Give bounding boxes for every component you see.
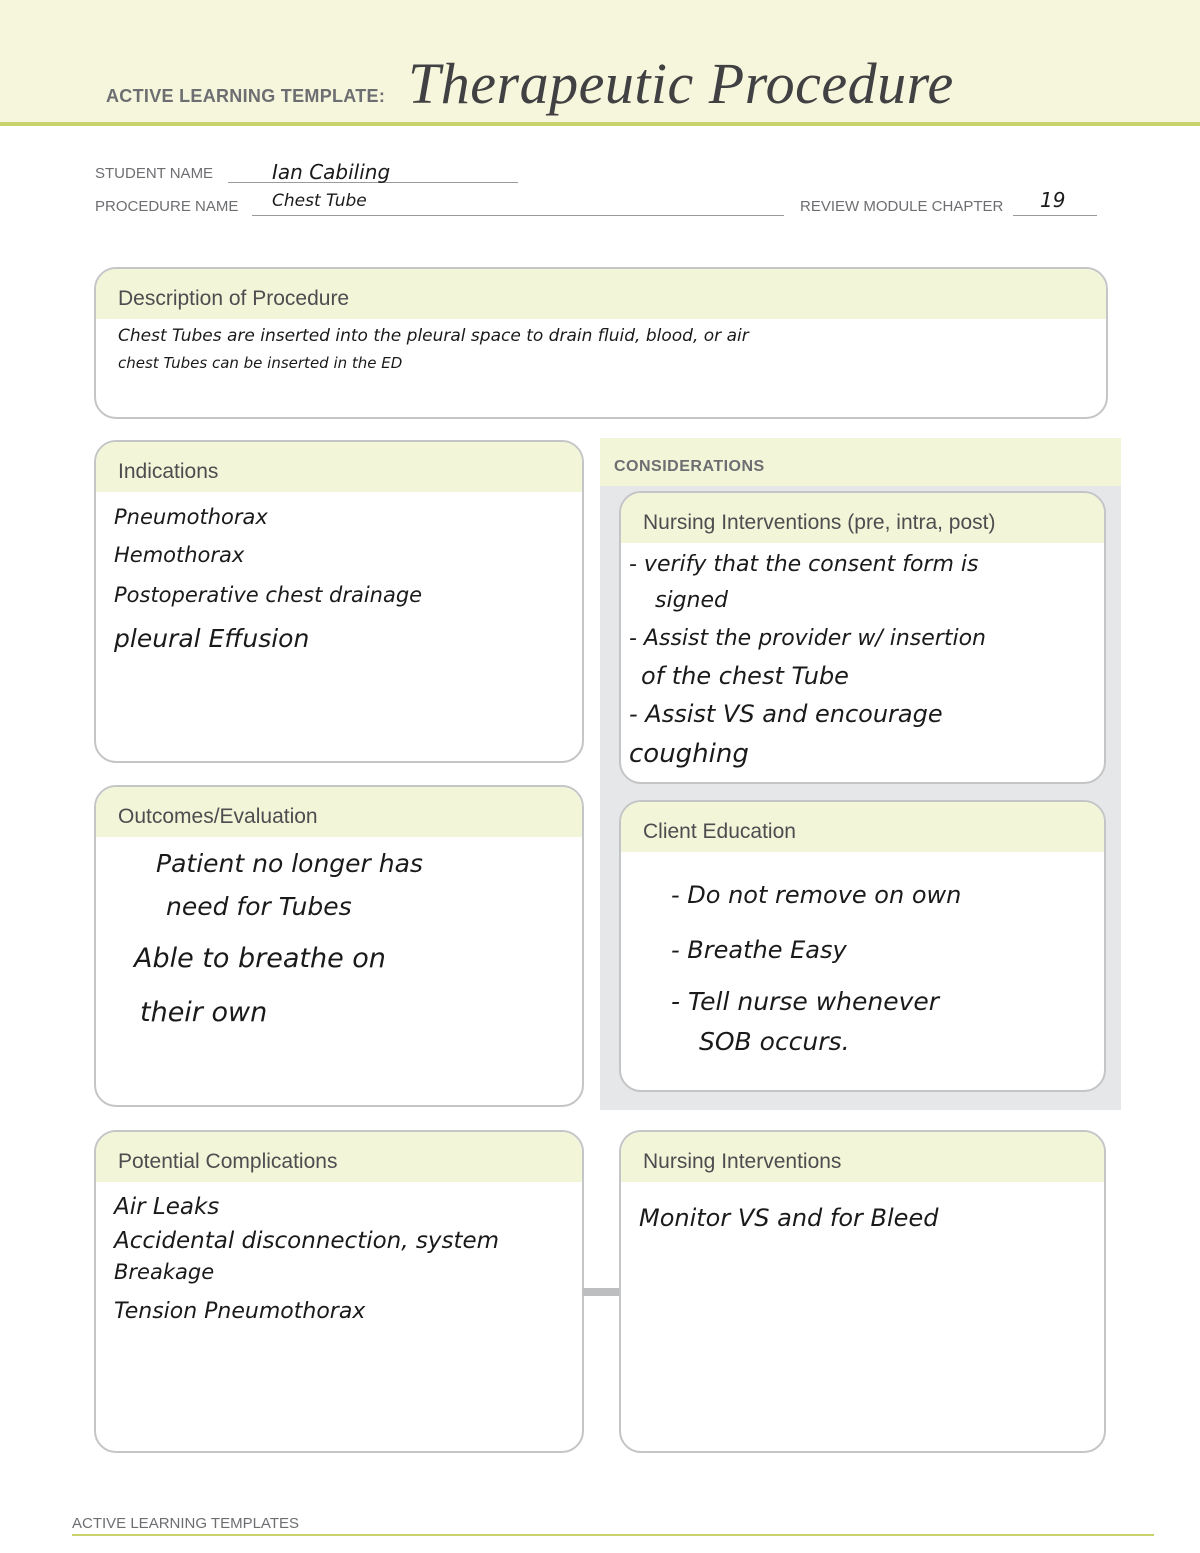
nursing-interventions-pip-heading: Nursing Interventions (pre, intra, post) <box>621 493 1104 543</box>
outcome-item[interactable]: Able to breathe on <box>134 943 386 974</box>
outcomes-heading: Outcomes/Evaluation <box>96 787 582 837</box>
indications-heading: Indications <box>96 442 582 492</box>
complications-box <box>94 1130 584 1453</box>
nursing-intervention-item[interactable]: signed <box>655 588 728 613</box>
review-module-line <box>1013 215 1097 216</box>
complication-item[interactable]: Tension Pneumothorax <box>114 1299 366 1324</box>
client-education-item[interactable]: SOB occurs. <box>699 1027 850 1056</box>
client-education-heading: Client Education <box>621 802 1104 852</box>
outcomes-box <box>94 785 584 1107</box>
outcome-item[interactable]: Patient no longer has <box>156 849 423 878</box>
indications-item[interactable]: Pneumothorax <box>114 505 268 529</box>
client-education-item[interactable]: - Breathe Easy <box>671 936 847 964</box>
complication-item[interactable]: Breakage <box>114 1260 215 1284</box>
nursing-intervention-item[interactable]: of the chest Tube <box>641 662 849 690</box>
outcome-item[interactable]: their own <box>140 997 268 1028</box>
client-education-box <box>619 800 1106 1092</box>
student-name-label: STUDENT NAME <box>95 165 214 182</box>
procedure-name-line <box>252 215 784 216</box>
description-line[interactable]: chest Tubes can be inserted in the ED <box>118 354 403 372</box>
indications-item[interactable]: Postoperative chest drainage <box>114 583 423 607</box>
indications-item[interactable]: Hemothorax <box>114 543 245 567</box>
procedure-name-label: PROCEDURE NAME <box>95 198 239 215</box>
complication-item[interactable]: Accidental disconnection, system <box>114 1228 500 1254</box>
page-title: Therapeutic Procedure <box>408 51 954 116</box>
nursing-intervention-item[interactable]: Monitor VS and for Bleed <box>639 1204 939 1232</box>
outcome-item[interactable]: need for Tubes <box>166 892 352 921</box>
client-education-item[interactable]: - Do not remove on own <box>671 881 962 909</box>
complication-item[interactable]: Air Leaks <box>114 1194 220 1220</box>
nursing-interventions-pip-box <box>619 491 1106 784</box>
nursing-intervention-item[interactable]: - Assist the provider w/ insertion <box>629 626 986 651</box>
procedure-name-field[interactable]: Chest Tube <box>272 191 367 211</box>
description-box <box>94 267 1108 419</box>
footer-label: ACTIVE LEARNING TEMPLATES <box>72 1515 299 1532</box>
considerations-label: CONSIDERATIONS <box>614 458 765 475</box>
description-heading: Description of Procedure <box>96 269 1106 319</box>
indications-box <box>94 440 584 763</box>
connector-bar <box>582 1288 622 1296</box>
description-line[interactable]: Chest Tubes are inserted into the pleural space to drain fluid, blood, or air <box>118 326 749 346</box>
student-name-field[interactable]: Ian Cabiling <box>272 160 391 184</box>
nursing-interventions-heading: Nursing Interventions <box>621 1132 1104 1182</box>
template-label: ACTIVE LEARNING TEMPLATE: <box>106 86 386 106</box>
nursing-interventions-box <box>619 1130 1106 1453</box>
review-module-field[interactable]: 19 <box>1040 188 1066 212</box>
indications-item[interactable]: pleural Effusion <box>114 624 310 653</box>
client-education-item[interactable]: - Tell nurse whenever <box>671 987 940 1016</box>
complications-heading: Potential Complications <box>96 1132 582 1182</box>
footer-rule <box>72 1534 1154 1536</box>
nursing-intervention-item[interactable]: coughing <box>629 739 749 769</box>
review-module-label: REVIEW MODULE CHAPTER <box>800 198 1004 215</box>
nursing-intervention-item[interactable]: - verify that the consent form is <box>629 552 979 577</box>
nursing-intervention-item[interactable]: - Assist VS and encourage <box>629 700 943 728</box>
header-rule <box>0 122 1200 126</box>
